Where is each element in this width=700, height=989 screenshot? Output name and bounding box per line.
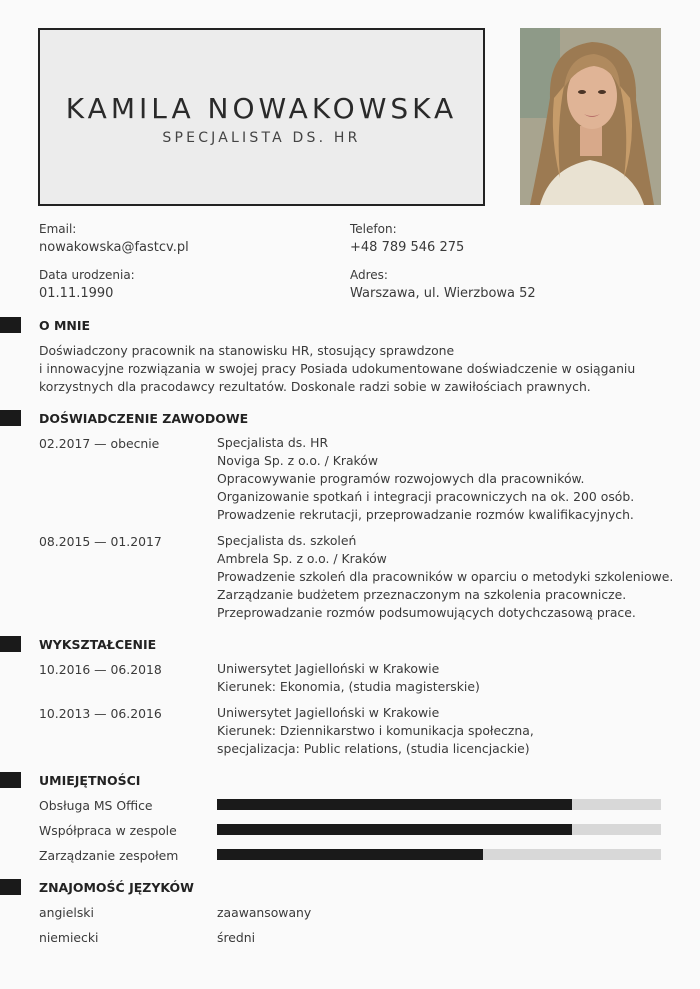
about-line: korzystnych dla pracodawcy rezultatów. Doskonale radzi sobie w zawiłościach prawnych. [39,379,591,394]
section-marker [0,636,21,652]
skill-bar-fill [217,799,572,810]
section-marker [0,317,21,333]
experience-entry [217,434,634,524]
skill-name: Obsługa MS Office [39,798,153,813]
experience-company: Noviga Sp. z o.o. / Kraków [217,453,378,468]
about-line: Doświadczony pracownik na stanowisku HR, stosujący sprawdzone [39,343,455,358]
skill-name: Współpraca w zespole [39,823,177,838]
education-school: Uniwersytet Jagielloński w Krakowie [217,661,440,676]
experience-duty: Zarządzanie budżetem przeznaczonym na szkolenia pracownicze. [217,587,627,602]
skill-bar [217,799,661,810]
languages-title: ZNAJOMOŚĆ JĘZYKÓW [39,880,194,895]
experience-duty: Prowadzenie rekrutacji, przeprowadzanie rozmów kwalifikacyjnych. [217,507,634,522]
experience-duty: Prowadzenie szkoleń dla pracowników w oparciu o metodyki szkoleniowe. [217,569,674,584]
experience-date: 02.2017 — obecnie [39,436,160,451]
experience-date: 08.2015 — 01.2017 [39,534,162,549]
education-title: WYKSZTAŁCENIE [39,637,157,652]
phone-label: Telefon: [350,222,397,236]
address-label: Adres: [350,268,388,282]
dob-label: Data urodzenia: [39,268,135,282]
language-name: angielski [39,905,94,920]
education-field: Kierunek: Ekonomia, (studia magisterskie) [217,679,480,694]
job-title: SPECJALISTA DS. HR [162,130,361,146]
email-value[interactable]: nowakowska@fastcv.pl [39,240,189,255]
skills-title: UMIEJĘTNOŚCI [39,773,141,788]
phone-value[interactable]: +48 789 546 275 [350,240,465,255]
education-date: 10.2013 — 06.2016 [39,706,162,721]
about-line: i innowacyjne rozwiązania w swojej pracy Posiada udokumentowane doświadczenie w osiąganiu [39,361,636,376]
experience-duty: Opracowywanie programów rozwojowych dla pracowników. [217,471,585,486]
education-date: 10.2016 — 06.2018 [39,662,162,677]
header-box [38,28,485,206]
skill-bar [217,824,661,835]
profile-photo [520,28,661,205]
address-value: Warszawa, ul. Wierzbowa 52 [350,286,536,301]
education-entry [217,660,480,696]
language-name: niemiecki [39,930,99,945]
education-school: Uniwersytet Jagielloński w Krakowie [217,705,440,720]
experience-position: Specjalista ds. HR [217,435,329,450]
experience-duty: Przeprowadzanie rozmów podsumowujących dotychczasową prace. [217,605,636,620]
section-marker [0,879,21,895]
skill-bar-fill [217,849,483,860]
person-name: KAMILA NOWAKOWSKA [65,92,458,125]
section-marker [0,410,21,426]
experience-position: Specjalista ds. szkoleń [217,533,357,548]
language-level: zaawansowany [217,905,312,920]
skill-name: Zarządzanie zespołem [39,848,179,863]
education-field: Kierunek: Dziennikarstwo i komunikacja społeczna, [217,723,534,738]
skill-bar-fill [217,824,572,835]
education-field: specjalizacja: Public relations, (studia licencjackie) [217,741,530,756]
about-text [39,342,635,396]
experience-title: DOŚWIADCZENIE ZAWODOWE [39,411,249,426]
experience-company: Ambrela Sp. z o.o. / Kraków [217,551,387,566]
about-title: O MNIE [39,318,91,333]
dob-value: 01.11.1990 [39,286,114,301]
education-entry [217,704,534,758]
email-label: Email: [39,222,77,236]
language-level: średni [217,930,256,945]
section-marker [0,772,21,788]
experience-entry [217,532,673,622]
skill-bar [217,849,661,860]
portrait-image [520,28,661,205]
experience-duty: Organizowanie spotkań i integracji pracowniczych na ok. 200 osób. [217,489,635,504]
